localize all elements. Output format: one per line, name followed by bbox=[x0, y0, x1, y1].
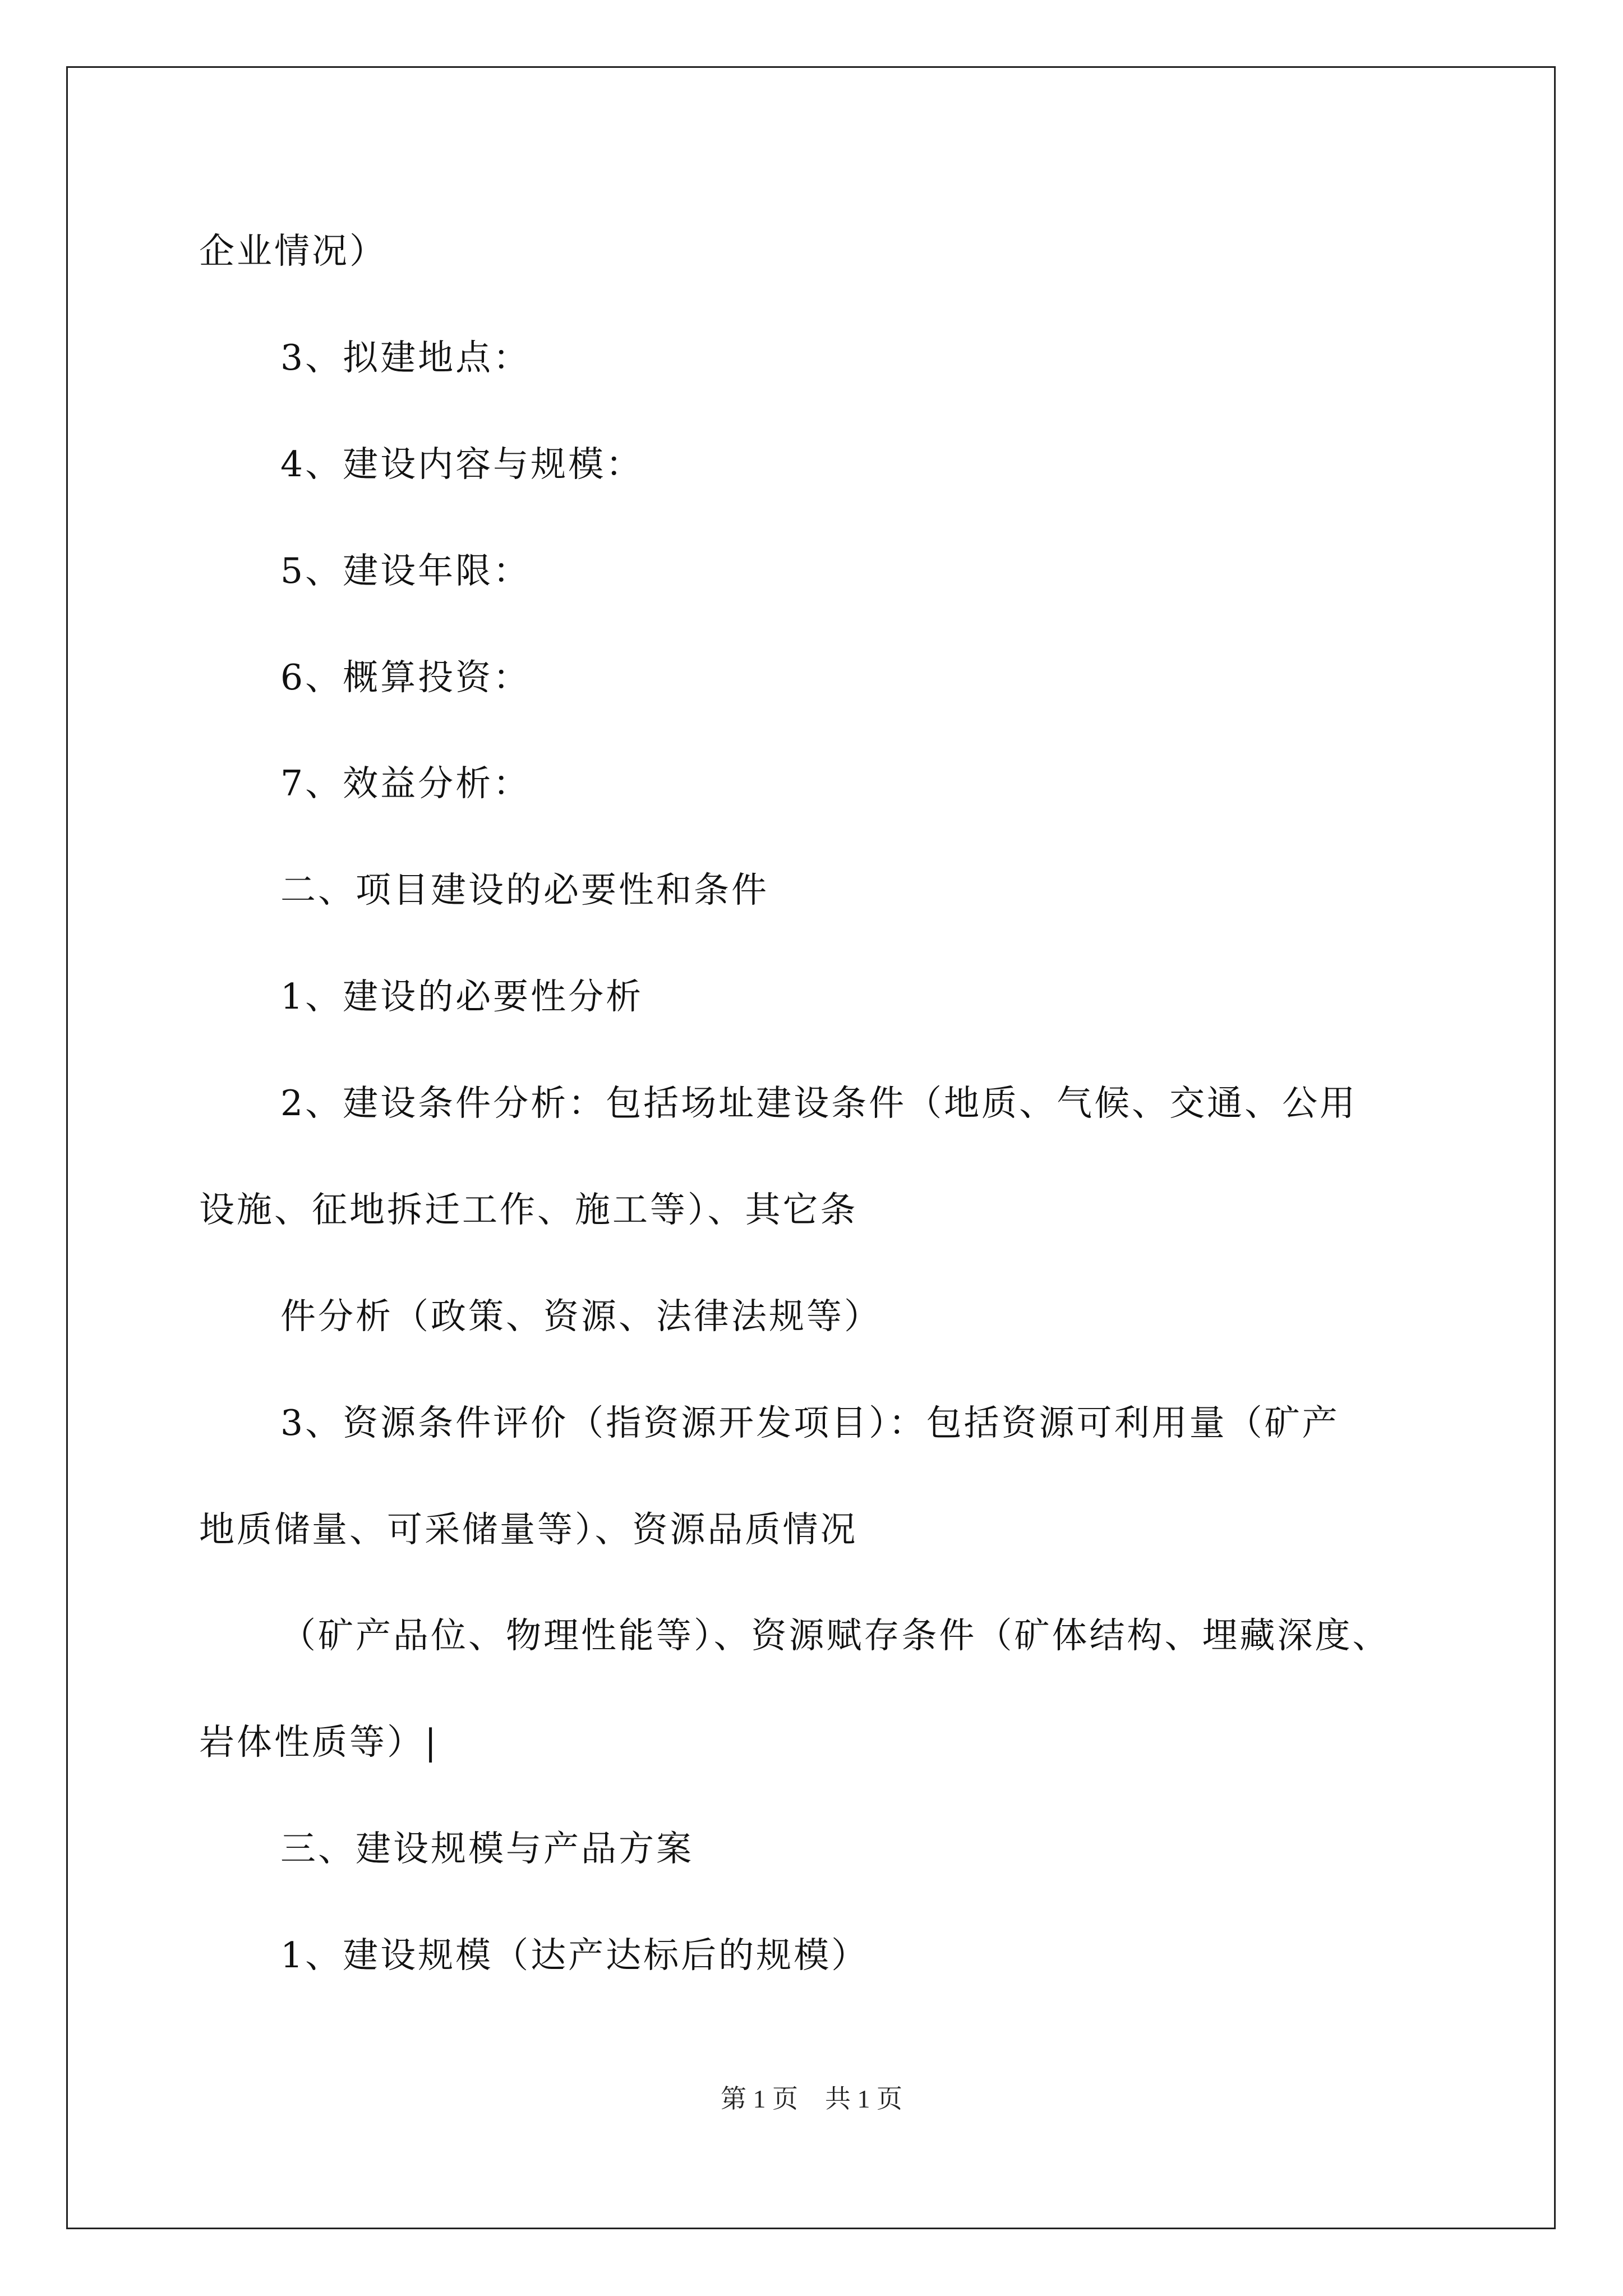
text-line: 1、建设的必要性分析 bbox=[280, 976, 644, 1017]
section-heading: 三、建设规模与产品方案 bbox=[280, 1828, 694, 1869]
text-line: 5、建设年限： bbox=[280, 550, 531, 591]
text-line: （矿产品位、物理性能等）、资源赋存条件（矿体结构、埋藏深度、 bbox=[280, 1615, 1390, 1656]
text-line: 企业情况） bbox=[199, 231, 387, 272]
text-line: 4、建设内容与规模： bbox=[280, 444, 644, 485]
text-line: 3、资源条件评价（指资源开发项目）：包括资源可利用量（矿产 bbox=[280, 1402, 1340, 1443]
page-total: 共 1 页 bbox=[825, 2085, 902, 2113]
page-border bbox=[66, 66, 1556, 2229]
text-line: 地质储量、可采储量等）、资源品质情况 bbox=[199, 1509, 858, 1550]
text-line: 设施、征地拆迁工作、施工等）、其它条 bbox=[199, 1189, 858, 1230]
section-heading: 二、项目建设的必要性和条件 bbox=[280, 869, 769, 910]
page-number: 第 1 页 bbox=[721, 2085, 798, 2113]
text-line: 7、效益分析： bbox=[280, 763, 531, 804]
text-line: 1、建设规模（达产达标后的规模） bbox=[280, 1935, 869, 1976]
text-line: 岩体性质等）| bbox=[199, 1722, 439, 1763]
text-line: 3、拟建地点： bbox=[280, 337, 531, 378]
text-line: 件分析（政策、资源、法律法规等） bbox=[280, 1296, 882, 1337]
text-line: 2、建设条件分析：包括场址建设条件（地质、气候、交通、公用 bbox=[280, 1083, 1358, 1124]
text-line: 6、概算投资： bbox=[280, 657, 531, 698]
page-footer bbox=[0, 2082, 1623, 2116]
